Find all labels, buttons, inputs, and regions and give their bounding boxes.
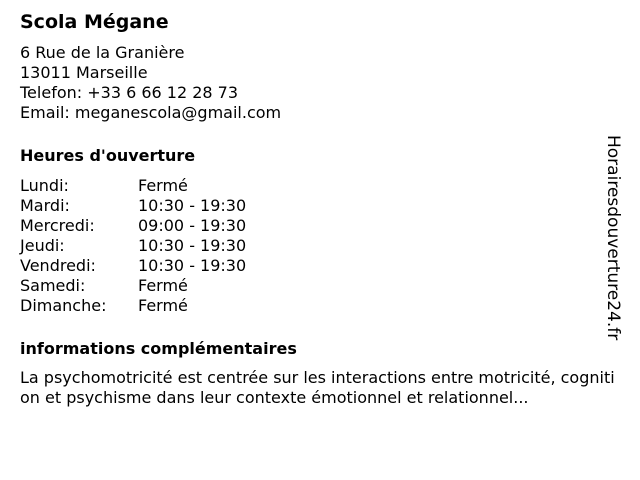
day-label: Lundi: <box>20 176 69 195</box>
day-hours: 10:30 - 19:30 <box>138 256 247 275</box>
hours-row-thursday <box>20 236 620 256</box>
day-label: Mardi: <box>20 196 70 215</box>
email-address: Email: meganescola@gmail.com <box>20 103 282 122</box>
day-hours: Fermé <box>138 276 188 295</box>
day-hours: 10:30 - 19:30 <box>138 236 247 255</box>
day-hours: Fermé <box>138 176 188 195</box>
day-label: Mercredi: <box>20 216 95 235</box>
day-hours: 09:00 - 19:30 <box>138 216 247 235</box>
phone-number: Telefon: +33 6 66 12 28 73 <box>20 83 239 102</box>
hours-row-saturday <box>20 276 620 296</box>
day-hours: 10:30 - 19:30 <box>138 196 247 215</box>
site-watermark: Horairesdouverture24.fr <box>603 135 623 341</box>
hours-row-monday <box>20 176 620 196</box>
additional-info-text: La psychomotricité est centrée sur les interactions entre motricité, cognition et psychisme dans leur contexte émotionnel et relationnel... <box>20 368 615 407</box>
hours-row-sunday <box>20 296 620 316</box>
hours-row-wednesday <box>20 216 620 236</box>
hours-row-tuesday <box>20 196 620 216</box>
hours-row-friday <box>20 256 620 276</box>
address-city: 13011 Marseille <box>20 63 148 82</box>
day-hours: Fermé <box>138 296 188 315</box>
opening-hours-table <box>20 176 620 316</box>
contact-block <box>20 43 620 123</box>
day-label: Samedi: <box>20 276 86 295</box>
business-name: Scola Mégane <box>20 11 169 33</box>
additional-info-heading: informations complémentaires <box>20 339 297 358</box>
opening-hours-heading: Heures d'ouverture <box>20 146 196 165</box>
address-street: 6 Rue de la Granière <box>20 43 185 62</box>
day-label: Jeudi: <box>20 236 65 255</box>
day-label: Vendredi: <box>20 256 96 275</box>
business-card <box>20 10 620 408</box>
day-label: Dimanche: <box>20 296 107 315</box>
